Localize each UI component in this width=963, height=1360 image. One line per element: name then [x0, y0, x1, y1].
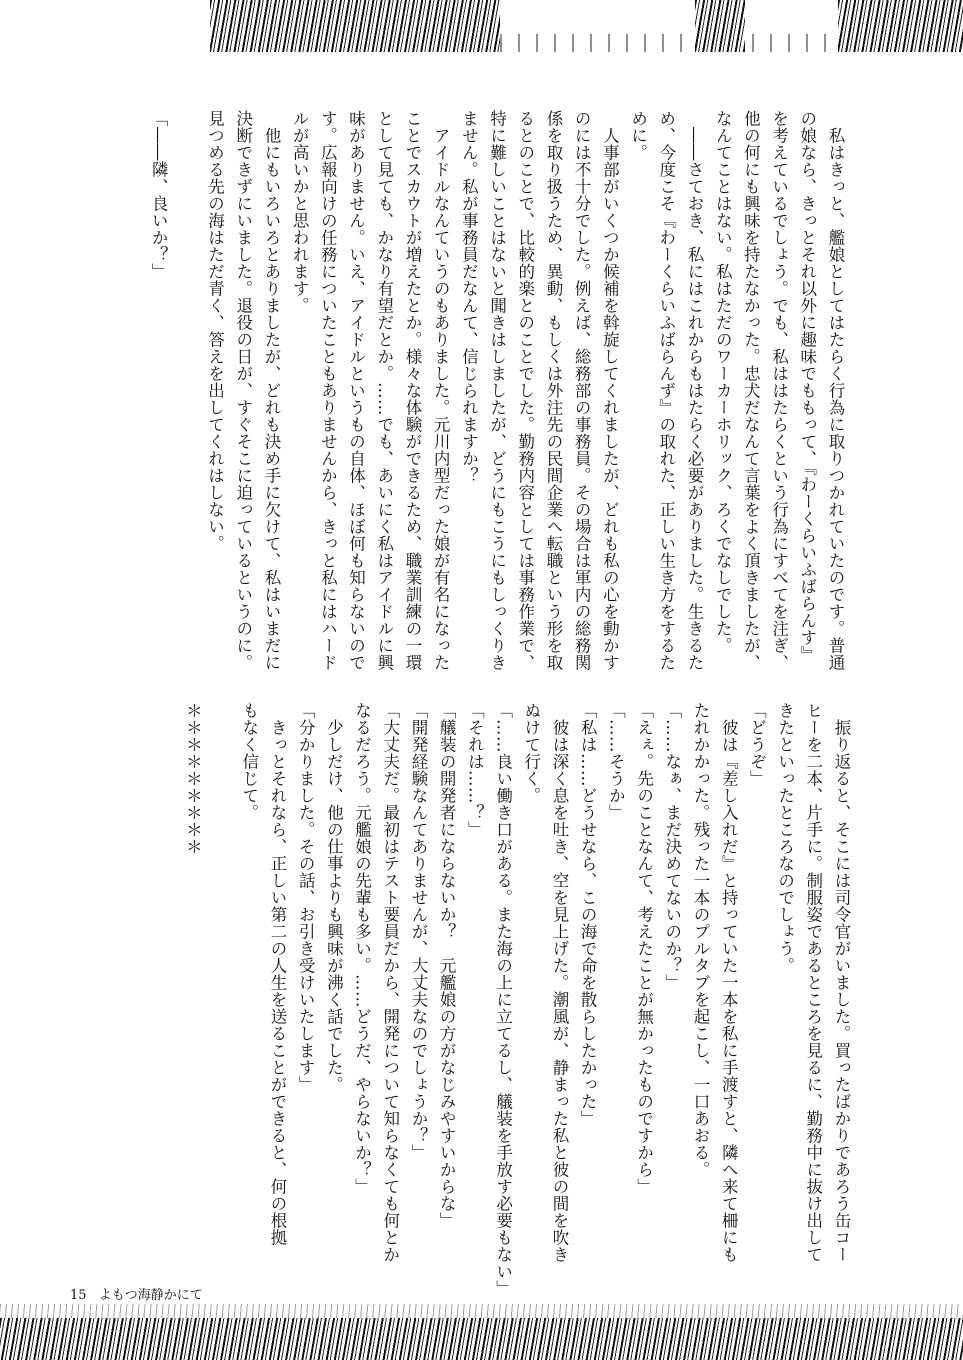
text-line: 「開発経験なんてありませんが、大丈夫なのでしょうか？」 [408, 702, 428, 1161]
text-line: めに。 [628, 110, 648, 161]
text-line: 係を取り扱うため、異動、もしくは外注先の民間企業へ転職という形を取 [543, 110, 563, 671]
top-decorative-rule [500, 34, 838, 52]
text-line: として見ても、かなり有望だとか。……でも、あいにく私はアイドルに興 [374, 110, 394, 671]
text-line: ません。私が事務員だなんて、信じられますか？ [459, 110, 479, 484]
text-line: きたといったところなのでしょう。 [775, 702, 795, 974]
text-line: 「どうぞ」 [747, 702, 767, 787]
text-line: 「――隣、良いか？」 [149, 110, 169, 280]
text-line: め、今度こそ『わーくらいふばらんず』の取れた、正しい生き方をするた [656, 110, 676, 671]
top-hatched-banner-right [838, 0, 963, 52]
text-line: もなく信じて。 [239, 702, 259, 821]
text-line: 彼は『差し入れだ』と持っていた一本を私に手渡すと、隣へ来て柵にも [719, 702, 739, 1263]
lower-text-block [178, 702, 855, 1297]
text-line: 私はきっと、艦娘としてはたらく行為に取りつかれていたのです。普通 [826, 110, 845, 671]
top-hatched-banner-left [210, 0, 500, 52]
text-line: 「私は……どうせなら、この海で命を散らしたかった」 [578, 702, 598, 1127]
text-line: 人事部がいくつか候補を斡旋してくれましたが、どれも私の心を動かす [600, 110, 620, 671]
bottom-decorative-rule [0, 1304, 963, 1318]
text-line: 「……なぁ、まだ決めてないのか？」 [662, 702, 682, 991]
text-line: 「艤装の開発者にならないか？ 元艦娘の方がなじみやすいからな」 [437, 702, 457, 1229]
text-line: 少しだけ、他の仕事よりも興味が沸く話でした。 [324, 702, 344, 1093]
book-title: よもつ海静かにて [98, 1288, 203, 1303]
text-line: なんてことはない。私はただのワーカーホリック、ろくでなしでした。 [713, 110, 733, 654]
upper-text-block [144, 110, 849, 670]
text-line: ぬけて行く。 [521, 702, 541, 804]
text-line: アイドルなんていうのもありました。元川内型だった娘が有名になった [431, 110, 451, 671]
top-hatched-banner-mid [695, 0, 745, 52]
text-line: ルが高いかと思われます。 [290, 110, 310, 314]
text-line: 「大丈夫だ。最初はテスト要員だから、開発について知らなくても何とか [380, 702, 400, 1263]
text-line: ――さておき、私にはこれからもはたらく必要がありました。生きるた [684, 110, 704, 671]
text-line: きっとそれなら、正しい第二の人生を送ることができると、何の根拠 [267, 702, 287, 1246]
page-footer [70, 1284, 211, 1303]
text-line: 決断できずにいました。退役の日が、すぐそこに迫っているというのに。 [233, 110, 253, 671]
text-line: 「それは……？」 [465, 702, 485, 838]
text-line [172, 110, 200, 670]
text-line: を考えているでしょう。でも、私ははたらくという行為にすべてを注ぎ、 [769, 110, 789, 671]
text-line: 「えぇ。先のことなんて、考えたことが無かったものですから」 [634, 702, 654, 1195]
text-line: ヒーを二本、片手に。制服姿であるところを見るに、勤務中に抜け出して [803, 702, 823, 1263]
text-line [206, 702, 234, 1282]
text-line: たれかかった。残った一本のプルタブを起こし、一口あおる。 [690, 702, 710, 1178]
text-line: の娘なら、きっとそれ以外に趣味でももって、『わーくらいふばらんす』 [797, 110, 817, 663]
text-line: 「……そうか」 [606, 702, 626, 821]
text-line: 見つめる先の海はただ青く、答えを出してくれはしない。 [205, 110, 225, 552]
text-line: す。広報向けの任務についたこともありませんから、きっと私にはハード [318, 110, 338, 671]
text-line: 特に難しいことはないと聞きはしましたが、どうにもこうにもしっくりき [487, 110, 507, 671]
text-line: 彼は深く息を吐き、空を見上げた。潮風が、静まった私と彼の間を吹き [549, 702, 569, 1263]
text-line: 他にもいろいろとありましたが、どれも決め手に欠けて、私はいまだに [261, 110, 281, 671]
text-line: ことでスカウトが増えたとか。様々な体験ができるため、職業訓練の一環 [402, 110, 422, 671]
bottom-hatched-banner [0, 1318, 963, 1360]
text-line: 「分かりました。その話、お引き受けいたします」 [296, 702, 316, 1093]
text-line: るとのことで、比較的楽とのことでした。勤務内容としては事務作業で、 [515, 110, 535, 671]
text-line: のには不十分でした。例えば、総務部の事務員。その場合は軍内の総務関 [572, 110, 592, 671]
text-line: ＊＊＊＊＊＊＊＊＊ [183, 702, 203, 855]
text-line: 振り返ると、そこには司令官がいました。買ったばかりであろう缶コー [832, 702, 851, 1263]
text-line: なるだろう。元艦娘の先輩も多い。……どうだ、やらないか？」 [352, 702, 372, 1195]
page-number: 15 [70, 1288, 87, 1303]
text-line: 味がありません。いえ、アイドルというもの自体、ほぼ何も知らないので [346, 110, 366, 671]
text-line: 「……良い働き口がある。また海の上に立てるし、艤装を手放す必要もない」 [493, 702, 513, 1297]
text-line: 他の何にも興味を持たなかった。忠犬だなんて言葉をよく頂きましたが、 [741, 110, 761, 671]
